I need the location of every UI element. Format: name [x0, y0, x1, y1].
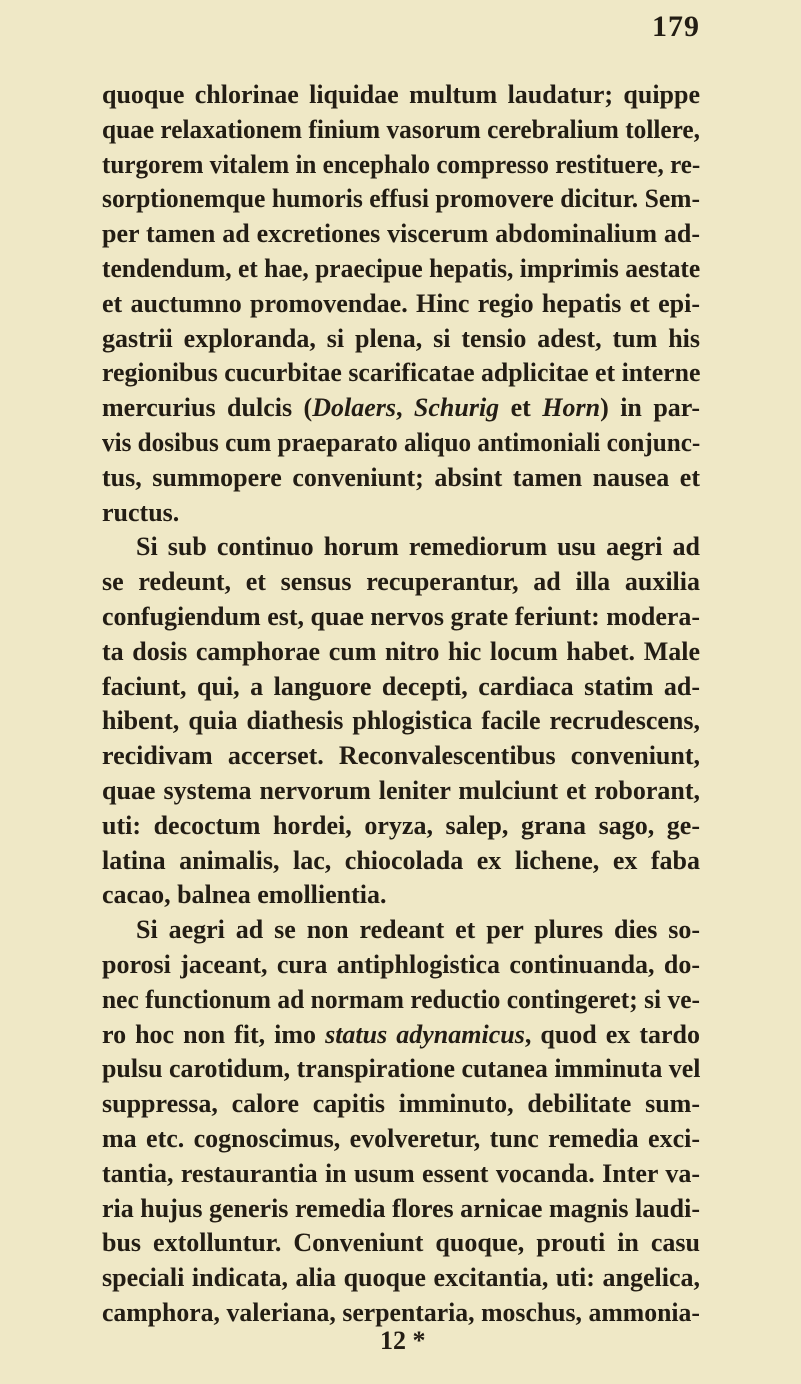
printer-signature: 12 *: [380, 1326, 426, 1355]
text-segment: nec functionum ad normam reductio contingeret; si ve-: [102, 984, 700, 1014]
text-segment: ructus.: [102, 497, 180, 527]
text-segment: regionibus cucurbitae scarificatae adplicitae et interne: [102, 358, 701, 388]
text-line: [102, 113, 700, 148]
text-line: [102, 878, 700, 913]
italic-text: Schurig: [413, 393, 500, 423]
text-line: [102, 461, 700, 496]
text-line: [102, 704, 700, 739]
text-line: [102, 322, 700, 357]
text-segment: mercurius dulcis (: [102, 393, 313, 423]
text-segment: ,: [395, 393, 414, 423]
text-segment: hibent, quia diathesis phlogistica facile recrudescens,: [102, 706, 700, 736]
text-segment: quae relaxationem finium vasorum cerebralium tollere,: [102, 114, 700, 144]
text-segment: quae systema nervorum leniter mulciunt et roborant,: [102, 775, 700, 805]
text-segment: recidivam accerset. Reconvalescentibus conveniunt,: [102, 741, 700, 771]
text-segment: camphora, valeriana, serpentaria, moschus, ammonia-: [102, 1297, 700, 1327]
text-line: [102, 426, 700, 461]
text-segment: se redeunt, et sensus recuperantur, ad illa auxilia: [102, 567, 700, 597]
text-line: [102, 530, 700, 565]
text-line: [102, 148, 700, 183]
text-segment: vis dosibus cum praeparato aliquo antimoniali conjunc-: [102, 427, 701, 457]
text-segment: sorptionemque humoris effusi promovere dicitur. Sem-: [102, 184, 700, 214]
text-line: [102, 287, 700, 322]
text-segment: suppressa, calore capitis imminuto, debilitate sum-: [102, 1089, 700, 1119]
text-line: [102, 1261, 700, 1296]
text-segment: tus, summopere conveniunt; absint tamen nausea et: [102, 462, 700, 492]
text-line: [102, 496, 700, 531]
text-segment: bus extolluntur. Conveniunt quoque, prouti in casu: [102, 1228, 700, 1258]
text-segment: gastrii exploranda, si plena, si tensio adest, tum his: [102, 323, 700, 353]
text-segment: , quod ex tardo: [524, 1019, 700, 1049]
text-segment: pulsu carotidum, transpiratione cutanea imminuta vel: [102, 1054, 701, 1084]
text-line: [102, 774, 700, 809]
text-line: [102, 1087, 700, 1122]
text-segment: uti: decoctum hordei, oryza, salep, grana sago, ge-: [102, 810, 700, 840]
text-segment: ta dosis camphorae cum nitro hic locum habet. Male: [102, 636, 700, 666]
text-line: [102, 844, 700, 879]
text-line: [102, 1052, 700, 1087]
text-line: [102, 600, 700, 635]
text-segment: ro hoc non fit, imo: [102, 1019, 326, 1049]
text-line: [102, 739, 700, 774]
text-line: [102, 78, 700, 113]
text-segment: confugiendum est, quae nervos grate feriunt: modera-: [102, 601, 700, 631]
text-segment: quoque chlorinae liquidae multum laudatur; quippe: [102, 80, 700, 109]
text-segment: per tamen ad excretiones viscerum abdominalium ad-: [102, 219, 700, 249]
text-segment: et: [499, 393, 543, 423]
text-segment: tantia, restaurantia in usum essent vocanda. Inter va-: [102, 1158, 700, 1188]
text-segment: turgorem vitalem in encephalo compresso restituere, re-: [102, 149, 701, 179]
text-segment: ria hujus generis remedia flores arnicae magnis laudi-: [102, 1193, 700, 1223]
text-segment: faciunt, qui, a languore decepti, cardiaca statim ad-: [102, 671, 700, 701]
text-line: [102, 809, 700, 844]
italic-text: Dolaers: [312, 393, 396, 423]
text-line: [102, 1226, 700, 1261]
text-line: [102, 1192, 700, 1227]
text-line: [102, 217, 700, 252]
text-line: [102, 1018, 700, 1053]
text-line: [102, 670, 700, 705]
text-line: [102, 565, 700, 600]
text-line: [102, 356, 700, 391]
text-segment: ma etc. cognoscimus, evolveretur, tunc remedia exci-: [102, 1123, 700, 1153]
text-line: [102, 391, 700, 426]
italic-text: status adynamicus: [325, 1019, 525, 1049]
text-line: [102, 1122, 700, 1157]
text-segment: Si sub continuo horum remediorum usu aegri ad: [136, 532, 700, 562]
page-number: 179: [652, 10, 700, 43]
text-segment: ) in par-: [600, 393, 701, 423]
text-line: [102, 252, 700, 287]
text-segment: tendendum, et hae, praecipue hepatis, imprimis aestate: [102, 253, 701, 283]
text-line: [102, 948, 700, 983]
text-segment: cacao, balnea emollientia.: [102, 880, 387, 910]
text-segment: speciali indicata, alia quoque excitantia, uti: angelica,: [102, 1263, 700, 1293]
text-line: [102, 182, 700, 217]
text-line: [102, 913, 700, 948]
text-line: [102, 635, 700, 670]
text-segment: porosi jaceant, cura antiphlogistica continuanda, do-: [102, 949, 700, 979]
body-text: [102, 78, 700, 1331]
italic-text: Horn: [542, 393, 601, 423]
text-segment: latina animalis, lac, chiocolada ex lichene, ex faba: [102, 845, 700, 875]
text-segment: et auctumno promovendae. Hinc regio hepatis et epi-: [102, 288, 700, 318]
text-segment: Si aegri ad se non redeant et per plures dies so-: [136, 915, 700, 945]
text-line: [102, 1157, 700, 1192]
text-line: [102, 983, 700, 1018]
